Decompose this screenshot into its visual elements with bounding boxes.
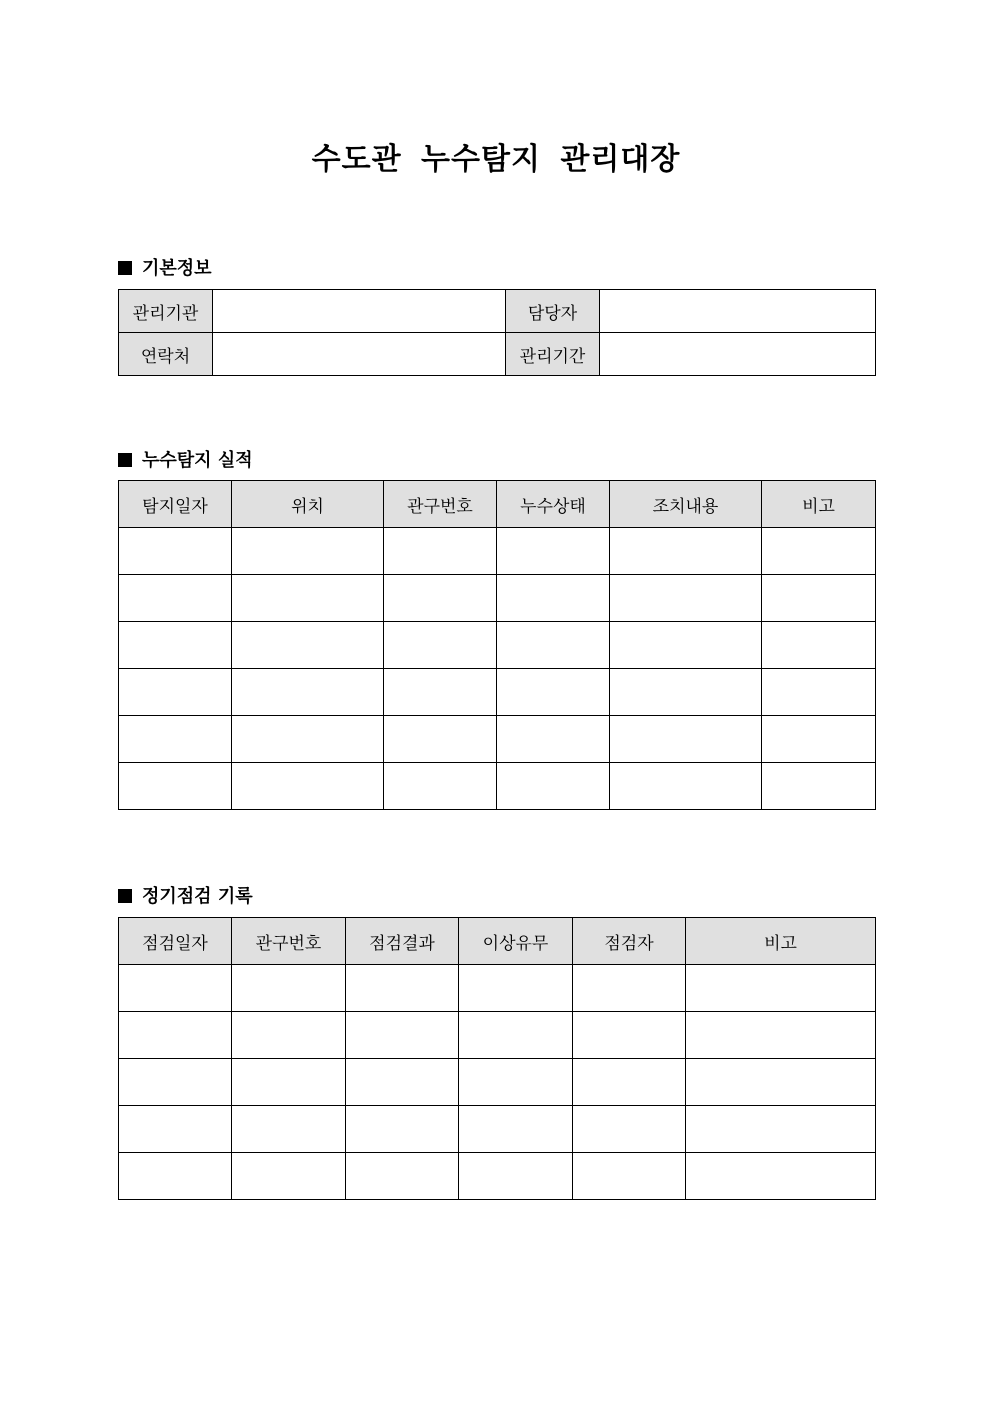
table-row [119,716,876,763]
table-cell[interactable] [459,1106,573,1153]
value-managing-agency[interactable] [213,290,506,333]
column-header-inspection-result: 점검결과 [346,918,459,965]
column-header-remarks: 비고 [686,918,876,965]
table-cell[interactable] [384,763,497,810]
basic-info-table [118,289,876,376]
section-heading-basic-info [118,254,212,280]
table-cell[interactable] [762,622,876,669]
column-header-action-taken: 조치내용 [610,481,762,528]
section-heading-inspection-records [118,882,253,908]
table-cell[interactable] [232,1012,346,1059]
table-cell[interactable] [610,622,762,669]
table-header-row [119,481,876,528]
label-contact: 연락처 [119,333,213,376]
table-cell[interactable] [119,1153,232,1200]
table-cell[interactable] [119,1106,232,1153]
table-cell[interactable] [686,965,876,1012]
table-cell[interactable] [686,1059,876,1106]
inspection-records-body [119,965,876,1200]
table-cell[interactable] [119,965,232,1012]
table-row [119,1106,876,1153]
table-cell[interactable] [232,622,384,669]
table-cell[interactable] [232,669,384,716]
table-cell[interactable] [762,575,876,622]
column-header-inspection-date: 점검일자 [119,918,232,965]
table-cell[interactable] [762,716,876,763]
table-cell[interactable] [610,763,762,810]
column-header-inspector: 점검자 [573,918,686,965]
table-cell[interactable] [384,528,497,575]
square-bullet-icon [118,261,132,275]
table-cell[interactable] [232,1153,346,1200]
table-cell[interactable] [384,575,497,622]
table-cell[interactable] [346,1059,459,1106]
column-header-detection-date: 탐지일자 [119,481,232,528]
table-cell[interactable] [762,528,876,575]
column-header-pipe-number: 관구번호 [384,481,497,528]
table-cell[interactable] [119,669,232,716]
table-row [119,575,876,622]
table-row [119,1012,876,1059]
table-row [119,1153,876,1200]
table-row [119,763,876,810]
table-cell[interactable] [497,622,610,669]
label-managing-agency: 관리기관 [119,290,213,333]
label-management-period: 관리기간 [506,333,600,376]
column-header-remarks: 비고 [762,481,876,528]
table-cell[interactable] [573,1106,686,1153]
inspection-records-table [118,917,876,1200]
section-heading-detection-records [118,446,253,472]
table-cell[interactable] [346,1106,459,1153]
table-cell[interactable] [686,1153,876,1200]
column-header-pipe-number: 관구번호 [232,918,346,965]
table-cell[interactable] [384,622,497,669]
table-cell[interactable] [610,716,762,763]
table-cell[interactable] [119,575,232,622]
table-cell[interactable] [232,575,384,622]
table-row [119,528,876,575]
column-header-leak-status: 누수상태 [497,481,610,528]
column-header-abnormality: 이상유무 [459,918,573,965]
table-cell[interactable] [610,575,762,622]
detection-records-body [119,528,876,810]
table-cell[interactable] [573,1059,686,1106]
table-cell[interactable] [610,669,762,716]
table-cell[interactable] [119,763,232,810]
table-cell[interactable] [232,965,346,1012]
square-bullet-icon [118,889,132,903]
table-cell[interactable] [686,1106,876,1153]
column-header-location: 위치 [232,481,384,528]
page-title: 수도관 누수탐지 관리대장 [311,142,681,177]
table-cell[interactable] [232,528,384,575]
value-contact[interactable] [213,333,506,376]
table-cell[interactable] [119,1012,232,1059]
table-cell[interactable] [232,1059,346,1106]
table-cell[interactable] [459,1012,573,1059]
table-cell[interactable] [384,716,497,763]
table-cell[interactable] [497,669,610,716]
table-row [119,669,876,716]
table-cell[interactable] [119,622,232,669]
table-cell[interactable] [762,669,876,716]
table-row [119,1059,876,1106]
table-cell[interactable] [346,965,459,1012]
table-cell[interactable] [573,965,686,1012]
detection-records-table [118,480,876,810]
table-cell[interactable] [497,763,610,810]
table-cell[interactable] [459,1059,573,1106]
table-row [119,290,876,333]
table-header-row [119,918,876,965]
table-cell[interactable] [686,1012,876,1059]
section-heading-text: 정기점검 기록 [142,886,253,907]
table-cell[interactable] [119,528,232,575]
table-cell[interactable] [573,1012,686,1059]
table-cell[interactable] [497,575,610,622]
table-row [119,333,876,376]
table-cell[interactable] [119,716,232,763]
section-heading-text: 기본정보 [142,258,212,279]
table-row [119,622,876,669]
table-cell[interactable] [232,716,384,763]
table-cell[interactable] [119,1059,232,1106]
value-person-in-charge[interactable] [600,290,876,333]
square-bullet-icon [118,453,132,467]
value-management-period[interactable] [600,333,876,376]
table-cell[interactable] [232,763,384,810]
table-cell[interactable] [459,965,573,1012]
table-cell[interactable] [497,716,610,763]
table-cell[interactable] [384,669,497,716]
table-row [119,965,876,1012]
label-person-in-charge: 담당자 [506,290,600,333]
table-cell[interactable] [232,1106,346,1153]
table-cell[interactable] [573,1153,686,1200]
table-cell[interactable] [762,763,876,810]
table-cell[interactable] [497,528,610,575]
table-cell[interactable] [459,1153,573,1200]
table-cell[interactable] [346,1012,459,1059]
section-heading-text: 누수탐지 실적 [142,450,253,471]
table-cell[interactable] [346,1153,459,1200]
table-cell[interactable] [610,528,762,575]
